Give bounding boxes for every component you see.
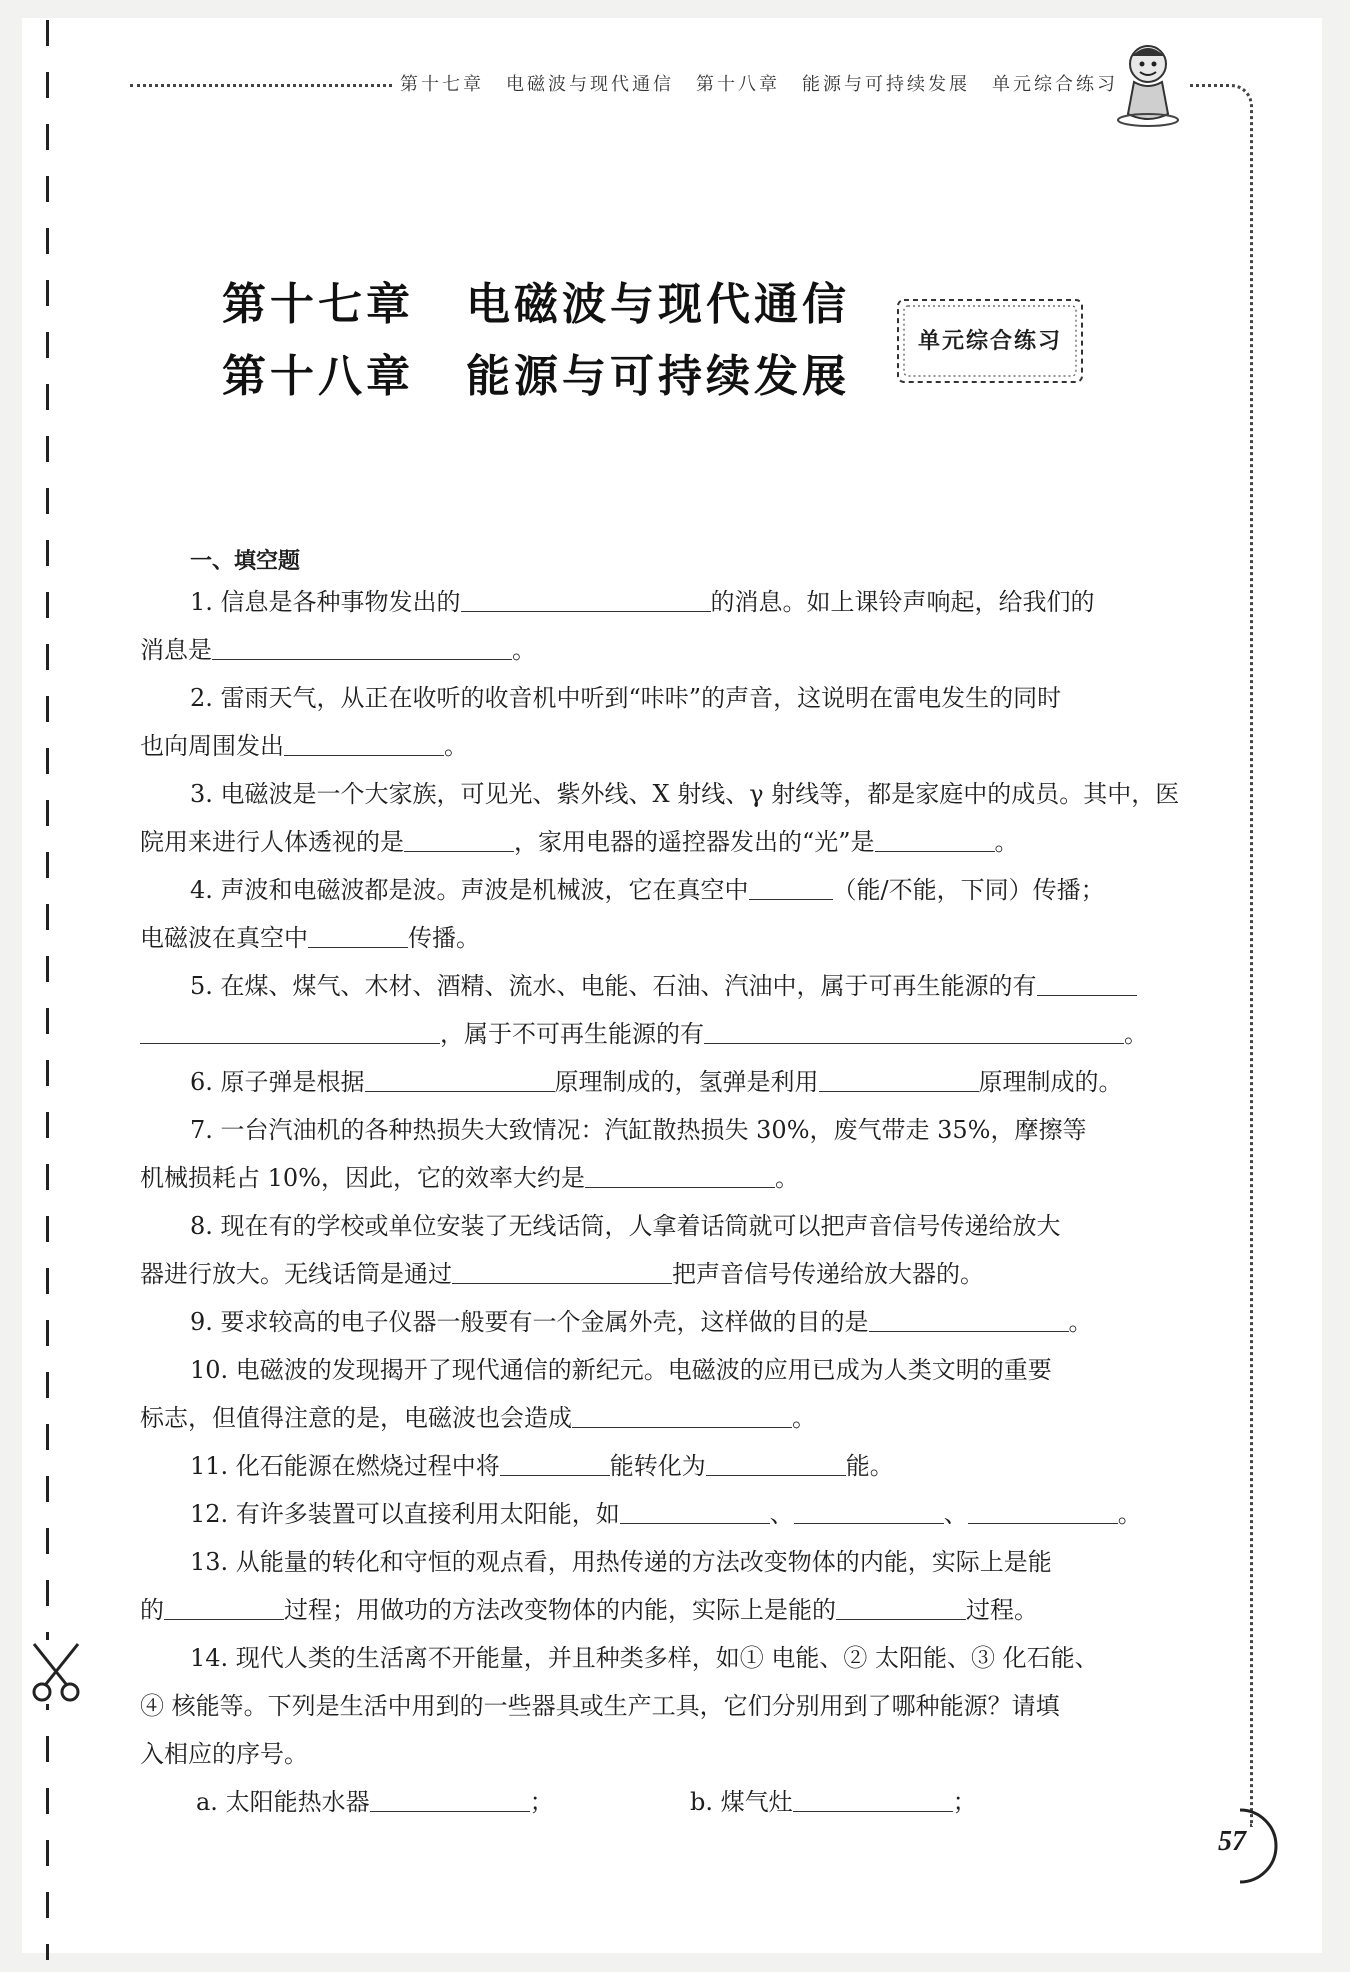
q1-line2 [140,634,1200,666]
q13-text: 的 [140,1596,164,1624]
q14-option-b-end: ； [952,1788,977,1816]
q6-text: 原理制成的。 [978,1068,1123,1096]
answer-blank[interactable] [284,731,444,756]
answer-blank[interactable] [164,1595,284,1620]
q6-line1 [190,1066,1200,1098]
header-chapter18: 第十八章 [696,74,780,95]
q14-line2 [140,1690,1200,1722]
badge-label: 单元综合练习 [917,329,1062,354]
q14-option-a-end: ； [529,1788,554,1816]
q1-text: 消息是 [140,636,212,664]
answer-blank[interactable] [836,1595,966,1620]
answer-blank[interactable] [365,1067,555,1092]
q1-line1 [190,586,1200,618]
q11-text: 11. 化石能源在燃烧过程中将 [190,1452,500,1480]
mascot-icon [1108,38,1188,128]
q4-text: 传播。 [408,924,480,952]
q2-text: 。 [444,732,468,760]
q14-option-a [196,1786,596,1818]
q10-text: 。 [792,1404,816,1432]
q14-line1 [190,1642,1200,1674]
section-title: 一、填空题 [190,549,301,574]
q7-text: 。 [774,1164,799,1192]
q3-text: ，家用电器的遥控器发出的“光”是 [514,828,875,856]
answer-blank[interactable] [620,1499,770,1524]
q13-line1 [190,1546,1200,1578]
scissors-icon [26,1640,86,1704]
answer-blank[interactable] [869,1307,1069,1332]
running-header [400,70,1140,96]
q3-text: 3. 电磁波是一个大家族，可见光、紫外线、X 射线、γ 射线等，都是家庭中的成员。其中，医 [190,780,1180,808]
page-number: 57 [1218,1826,1246,1857]
q5-text: ，属于不可再生能源的有 [440,1020,704,1048]
q6-text: 6. 原子弹是根据 [190,1068,365,1096]
q9-text: 9. 要求较高的电子仪器一般要有一个金属外壳，这样做的目的是 [190,1308,869,1336]
q2-line1 [190,682,1200,714]
q11-line1 [190,1450,1200,1482]
q14-line3 [140,1738,1200,1770]
q4-line2 [140,922,1200,954]
q12-text: 、 [769,1500,794,1528]
q10-line1 [190,1354,1200,1386]
q8-text: 把声音信号传递给放大器的。 [672,1260,984,1288]
title-chapter17-name: 电磁波与现代通信 [466,279,850,330]
q13-text: 过程；用做功的方法改变物体的内能，实际上是能的 [284,1596,836,1624]
q8-text: 器进行放大。无线话筒是通过 [140,1260,452,1288]
q3-text: 。 [994,828,1019,856]
q11-text: 能。 [845,1452,894,1480]
q5-text: 5. 在煤、煤气、木材、酒精、流水、电能、石油、汽油中，属于可再生能源的有 [190,972,1037,1000]
q12-text: 、 [943,1500,968,1528]
q1-text: 1. 信息是各种事物发出的 [190,588,461,616]
answer-blank[interactable] [370,1787,530,1812]
header-dotted-line [130,84,392,87]
q12-text: 12. 有许多装置可以直接利用太阳能，如 [190,1500,620,1528]
answer-blank[interactable] [793,1787,953,1812]
header-chapter18-name: 能源与可持续发展 [802,74,970,95]
answer-blank[interactable] [404,827,514,852]
answer-blank[interactable] [585,1163,775,1188]
header-chapter17-name: 电磁波与现代通信 [506,74,674,95]
q4-text: （能/不能，下同）传播； [832,876,1105,904]
q7-text: 机械损耗占 10%，因此，它的效率大约是 [140,1164,585,1192]
answer-blank[interactable] [140,1019,440,1044]
q10-text: 标志，但值得注意的是，电磁波也会造成 [140,1404,572,1432]
q3-text: 院用来进行人体透视的是 [140,828,404,856]
q9-text: 。 [1068,1308,1093,1336]
title-chapter17: 第十七章 [222,279,414,330]
q3-line1 [190,778,1200,810]
answer-blank[interactable] [704,1019,1124,1044]
q5-line1 [190,970,1200,1002]
q2-line2 [140,730,1200,762]
q1-text: 。 [512,636,536,664]
answer-blank[interactable] [212,635,512,660]
q8-line1 [190,1210,1200,1242]
chapter18-title [222,340,850,404]
q12-line1 [190,1498,1200,1530]
answer-blank[interactable] [1037,971,1137,996]
q7-line2 [140,1162,1200,1194]
answer-blank[interactable] [968,1499,1118,1524]
answer-blank[interactable] [461,587,711,612]
answer-blank[interactable] [749,875,833,900]
answer-blank[interactable] [500,1451,610,1476]
answer-blank[interactable] [819,1067,979,1092]
answer-blank[interactable] [875,827,995,852]
answer-blank[interactable] [706,1451,846,1476]
q7-line1 [190,1114,1200,1146]
q13-text: 过程。 [966,1596,1038,1624]
q9-line1 [190,1306,1200,1338]
answer-blank[interactable] [794,1499,944,1524]
q7-text: 7. 一台汽油机的各种热损失大致情况：汽缸散热损失 30%，废气带走 35%，摩擦等 [190,1116,1087,1144]
header-unit: 单元综合练习 [992,74,1118,95]
title-chapter18-name: 能源与可持续发展 [466,351,850,402]
q8-line2 [140,1258,1200,1290]
title-chapter18: 第十八章 [222,351,414,402]
q1-text: 的消息。如上课铃声响起，给我们的 [710,588,1095,616]
q14-option-a-label: a. 太阳能热水器 [196,1788,370,1816]
q5-line2 [140,1018,1200,1050]
q8-text: 8. 现在有的学校或单位安装了无线话筒，人拿着话筒就可以把声音信号传递给放大 [190,1212,1061,1240]
q10-text: 10. 电磁波的发现揭开了现代通信的新纪元。电磁波的应用已成为人类文明的重要 [190,1356,1052,1384]
header-chapter17: 第十七章 [400,74,484,95]
answer-blank[interactable] [572,1403,792,1428]
q4-line1 [190,874,1200,906]
answer-blank[interactable] [452,1259,672,1284]
q14-text: 14. 现代人类的生活离不开能量，并且种类多样，如① 电能、② 太阳能、③ 化石能、 [190,1644,1099,1672]
answer-blank[interactable] [308,923,408,948]
q3-line2 [140,826,1200,858]
chapter17-title [222,268,850,332]
q6-text: 原理制成的，氢弹是利用 [554,1068,819,1096]
q13-text: 13. 从能量的转化和守恒的观点看，用热传递的方法改变物体的内能，实际上是能 [190,1548,1052,1576]
q13-line2 [140,1594,1200,1626]
q14-option-b [690,1786,1090,1818]
q14-text: 入相应的序号。 [140,1740,308,1768]
q14-text: ④ 核能等。下列是生活中用到的一些器具或生产工具，它们分别用到了哪种能源？请填 [140,1692,1060,1720]
q14-option-b-label: b. 煤气灶 [690,1788,793,1816]
q2-text: 也向周围发出 [140,732,284,760]
q2-text: 2. 雷雨天气，从正在收听的收音机中听到“咔咔”的声音，这说明在雷电发生的同时 [190,684,1062,712]
q12-text: 。 [1117,1500,1142,1528]
q10-line2 [140,1402,1200,1434]
q11-text: 能转化为 [609,1452,706,1480]
q4-text: 电磁波在真空中 [140,924,308,952]
q4-text: 4. 声波和电磁波都是波。声波是机械波，它在真空中 [190,876,749,904]
q5-text: 。 [1124,1020,1148,1048]
